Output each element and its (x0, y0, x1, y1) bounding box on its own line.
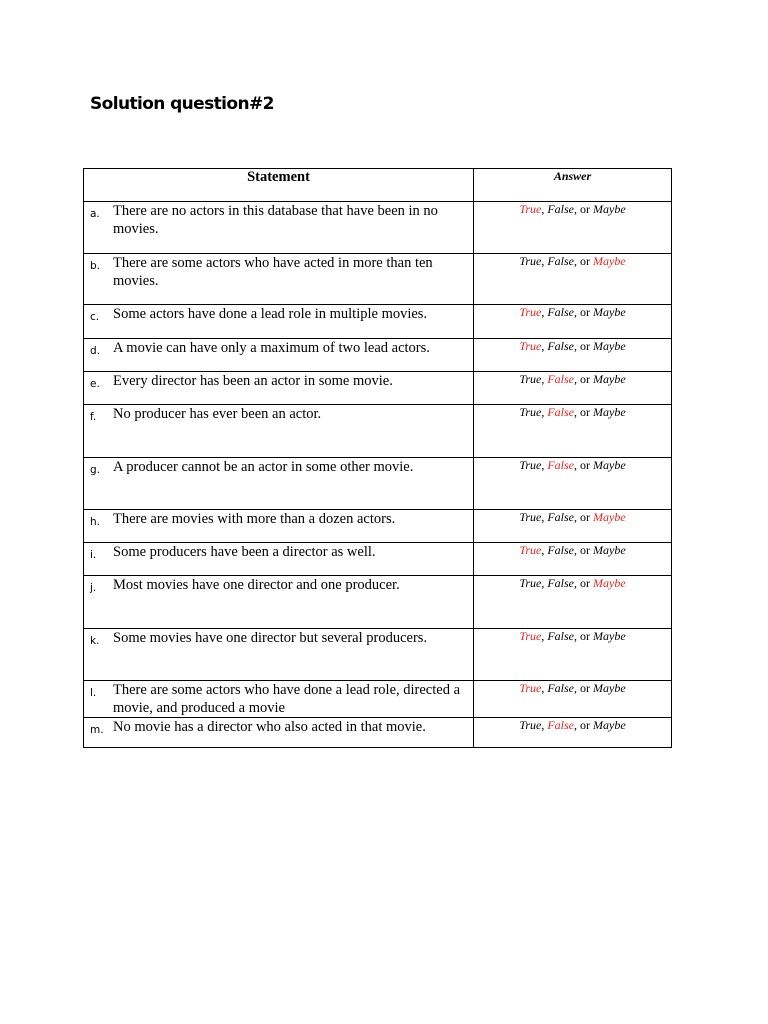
question-table (83, 168, 672, 748)
statement-cell (84, 405, 474, 458)
table-row (84, 718, 672, 748)
statement-cell (84, 254, 474, 305)
answer-option-true: True (519, 254, 542, 268)
answer-option-false-selected: False (547, 372, 575, 386)
statement-header: Statement (84, 169, 474, 202)
page-title: Solution question#2 (90, 94, 274, 114)
statement-cell (84, 339, 474, 372)
row-letter: j. (90, 582, 97, 594)
row-letter: g. (90, 464, 101, 476)
answer-cell: True, False, or Maybe (474, 510, 672, 543)
table-row (84, 254, 672, 305)
answer-option-false-selected: False (547, 718, 575, 732)
statement-text: There are some actors who have acted in more than ten movies. (113, 255, 433, 289)
table-row (84, 576, 672, 629)
answer-option-maybe-selected: Maybe (593, 510, 626, 524)
table-row (84, 681, 672, 718)
answer-cell: True, False, or Maybe (474, 202, 672, 254)
table-row (84, 629, 672, 681)
statement-text: There are some actors who have done a lead role, directed a movie, and produced a movie (113, 682, 461, 716)
answer-cell: True, False, or Maybe (474, 681, 672, 718)
answer-option-true-selected: True (519, 202, 542, 216)
answer-cell: True, False, or Maybe (474, 372, 672, 405)
statement-text: There are no actors in this database that have been in no movies. (113, 203, 438, 237)
statement-cell (84, 305, 474, 339)
statement-text: No producer has ever been an actor. (113, 406, 322, 422)
statement-text: A movie can have only a maximum of two lead actors. (113, 340, 430, 356)
answer-option-false: False (547, 576, 575, 590)
answer-option-false: False (547, 681, 575, 695)
answer-option-true: True (519, 576, 542, 590)
answer-cell: True, False, or Maybe (474, 405, 672, 458)
statement-cell (84, 543, 474, 576)
answer-option-maybe-selected: Maybe (593, 254, 626, 268)
answer-option-false-selected: False (547, 458, 575, 472)
statement-text: Every director has been an actor in some movie. (113, 373, 393, 389)
statement-text: A producer cannot be an actor in some other movie. (113, 459, 414, 475)
row-letter: b. (90, 260, 101, 272)
table-row (84, 339, 672, 372)
statement-cell (84, 681, 474, 718)
answer-option-false-selected: False (547, 405, 575, 419)
answer-option-true: True (519, 372, 542, 386)
row-letter: m. (90, 724, 104, 736)
answer-option-true-selected: True (519, 305, 542, 319)
statement-cell (84, 510, 474, 543)
statement-cell (84, 372, 474, 405)
answer-cell: True, False, or Maybe (474, 254, 672, 305)
answer-option-false: False (547, 339, 575, 353)
answer-header: Answer (474, 169, 672, 202)
answer-cell: True, False, or Maybe (474, 629, 672, 681)
statement-text: Some producers have been a director as well. (113, 544, 376, 560)
answer-option-false: False (547, 510, 575, 524)
answer-option-maybe: Maybe (593, 305, 626, 319)
answer-option-maybe: Maybe (593, 339, 626, 353)
statement-text: Some movies have one director but several producers. (113, 630, 428, 646)
row-letter: i. (90, 549, 97, 561)
answer-cell: True, False, or Maybe (474, 339, 672, 372)
answer-cell: True, False, or Maybe (474, 458, 672, 510)
answer-option-maybe: Maybe (593, 543, 626, 557)
statement-cell (84, 629, 474, 681)
answer-option-true-selected: True (519, 339, 542, 353)
answer-option-maybe: Maybe (593, 372, 626, 386)
table-row (84, 305, 672, 339)
row-letter: e. (90, 378, 100, 390)
answer-cell: True, False, or Maybe (474, 718, 672, 748)
row-letter: h. (90, 516, 100, 528)
answer-option-true-selected: True (519, 629, 542, 643)
answer-option-true: True (519, 458, 542, 472)
answer-cell: True, False, or Maybe (474, 305, 672, 339)
answer-option-maybe: Maybe (593, 202, 626, 216)
table-header-row (84, 169, 672, 202)
answer-option-maybe: Maybe (593, 718, 626, 732)
answer-option-maybe: Maybe (593, 629, 626, 643)
answer-option-true-selected: True (519, 543, 542, 557)
answer-option-maybe: Maybe (593, 405, 626, 419)
table-row (84, 202, 672, 254)
answer-option-false: False (547, 305, 575, 319)
row-letter: c. (90, 311, 100, 323)
row-letter: k. (90, 635, 100, 647)
statement-text: Most movies have one director and one producer. (113, 577, 400, 593)
table-row (84, 543, 672, 576)
answer-option-true: True (519, 405, 542, 419)
row-letter: a. (90, 208, 100, 220)
answer-cell: True, False, or Maybe (474, 543, 672, 576)
answer-option-false: False (547, 254, 575, 268)
table-row (84, 405, 672, 458)
row-letter: f. (90, 411, 97, 423)
answer-option-true-selected: True (519, 681, 542, 695)
answer-option-false: False (547, 543, 575, 557)
answer-option-false: False (547, 629, 575, 643)
statement-cell (84, 576, 474, 629)
answer-option-true: True (519, 718, 542, 732)
statement-text: Some actors have done a lead role in multiple movies. (113, 306, 428, 322)
table-row (84, 372, 672, 405)
statement-text: There are movies with more than a dozen actors. (113, 511, 396, 527)
statement-cell (84, 202, 474, 254)
answer-option-true: True (519, 510, 542, 524)
answer-option-false: False (547, 202, 575, 216)
table-row (84, 458, 672, 510)
answer-cell: True, False, or Maybe (474, 576, 672, 629)
answer-option-maybe-selected: Maybe (593, 576, 626, 590)
answer-option-maybe: Maybe (593, 458, 626, 472)
statement-text: No movie has a director who also acted in that movie. (113, 719, 426, 735)
statement-cell (84, 718, 474, 748)
row-letter: d. (90, 345, 101, 357)
answer-option-maybe: Maybe (593, 681, 626, 695)
statement-cell (84, 458, 474, 510)
table-row (84, 510, 672, 543)
row-letter: l. (90, 687, 97, 699)
